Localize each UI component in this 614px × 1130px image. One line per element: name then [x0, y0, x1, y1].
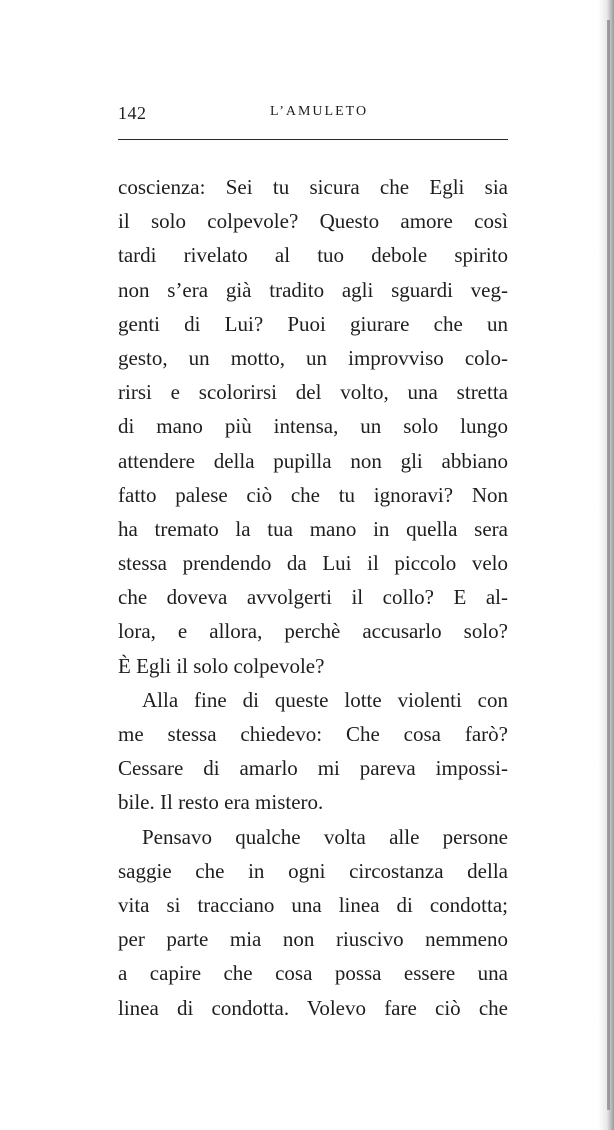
text-line: genti di Lui? Puoi giurare che un: [118, 311, 508, 336]
text-line: che doveva avvolgerti il collo? E al-: [118, 585, 508, 610]
text-line: linea di condotta. Volevo fare ciò che: [118, 995, 508, 1020]
text-line: bile. Il resto era mistero.: [118, 790, 324, 815]
text-line: il solo colpevole? Questo amore così: [118, 209, 508, 234]
text-line: a capire che cosa possa essere una: [118, 961, 508, 986]
text-line: È Egli il solo colpevole?: [118, 653, 325, 678]
text-line: per parte mia non riuscivo nemmeno: [118, 927, 508, 952]
text-line: rirsi e scolorirsi del volto, una stretta: [118, 380, 508, 405]
text-line: saggie che in ogni circostanza della: [118, 858, 508, 883]
text-line: coscienza: Sei tu sicura che Egli sia: [118, 175, 508, 199]
text-line: tardi rivelato al tuo debole spirito: [118, 243, 508, 268]
header-rule: [118, 139, 508, 140]
text-line: me stessa chiedevo: Che cosa farò?: [118, 722, 508, 746]
text-line: ha tremato la tua mano in quella sera: [118, 516, 508, 541]
text-line: lora, e allora, perchè accusarlo solo?: [118, 619, 508, 644]
text-line: fatto palese ciò che tu ignoravi? Non: [118, 482, 508, 507]
text-line: di mano più intensa, un solo lungo: [118, 414, 508, 439]
page-edge: [607, 20, 610, 1110]
text-line: stessa prendendo da Lui il piccolo velo: [118, 551, 508, 576]
page-number: 142: [118, 103, 147, 123]
running-title: L’AMULETO: [269, 104, 369, 119]
paragraph-start-line: Alla fine di queste lotte violenti con: [142, 687, 508, 712]
text-line: Cessare di amarlo mi pareva impossi-: [118, 756, 508, 781]
text-line: attendere della pupilla non gli abbiano: [118, 448, 508, 473]
text-line: non s’era già tradito agli sguardi veg-: [118, 277, 508, 302]
text-line: gesto, un motto, un improvviso colo-: [118, 345, 508, 370]
body-text: [118, 170, 508, 1025]
text-line: vita si tracciano una linea di condotta;: [118, 892, 508, 917]
paragraph-start-line: Pensavo qualche volta alle persone: [142, 824, 508, 849]
page-spine-shadow: [598, 0, 614, 1130]
